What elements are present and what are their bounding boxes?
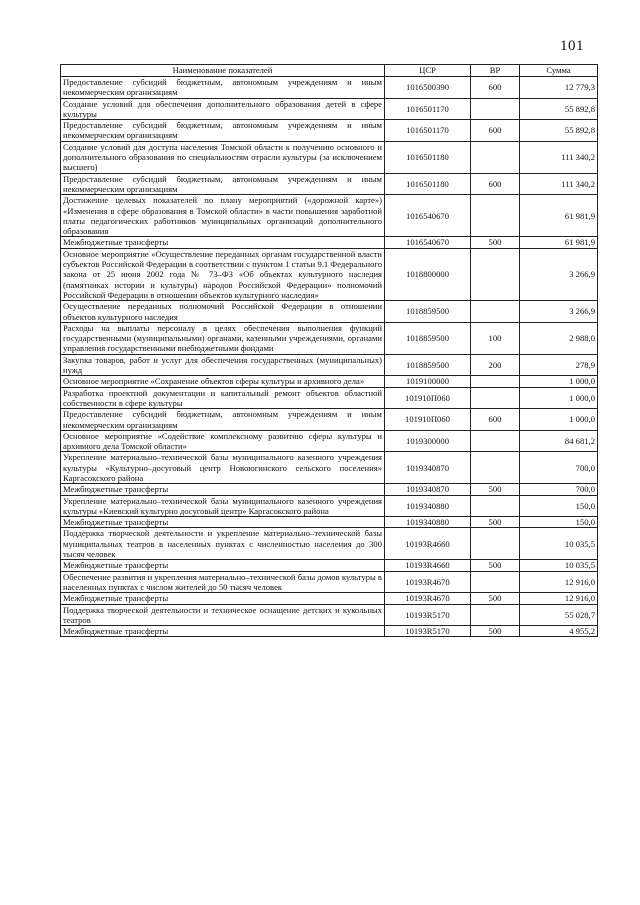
- cell-vr: [471, 604, 520, 626]
- cell-csr: 1016501170: [385, 120, 471, 142]
- cell-vr: [471, 301, 520, 323]
- cell-name: Поддержка творческой деятельности и техническое оснащение детских и кукольных театров: [61, 604, 385, 626]
- cell-sum: 55 892,8: [520, 98, 598, 120]
- table-body: [61, 77, 598, 637]
- cell-csr: 1018859500: [385, 301, 471, 323]
- cell-sum: 111 340,2: [520, 141, 598, 173]
- cell-name: Создание условий для доступа населения Томской области к получению основного и дополнительного образования по специальностям отрасли культуры (за исключением высшего): [61, 141, 385, 173]
- cell-vr: [471, 495, 520, 517]
- cell-name: Разработка проектной документации и капитальный ремонт объектов областной собственности в сфере культуры: [61, 387, 385, 409]
- cell-name: Предоставление субсидий бюджетным, автономным учреждениям и иным некоммерческим организациям: [61, 173, 385, 195]
- table-row: [61, 77, 598, 99]
- cell-vr: 500: [471, 237, 520, 248]
- cell-name: Основное мероприятие «Сохранение объектов сферы культуры и архивного дела»: [61, 376, 385, 387]
- cell-sum: 150,0: [520, 495, 598, 517]
- cell-sum: 3 266,9: [520, 248, 598, 300]
- table-row: [61, 626, 598, 637]
- cell-name: Создание условий для обеспечения дополнительного образования детей в сфере культуры: [61, 98, 385, 120]
- table-row: [61, 173, 598, 195]
- cell-name: Основное мероприятие «Содействие комплексному развитию сферы культуры и архивного дела Томской области»: [61, 430, 385, 452]
- table-row: [61, 354, 598, 376]
- cell-sum: 150,0: [520, 517, 598, 528]
- table-row: [61, 571, 598, 593]
- cell-sum: 12 916,0: [520, 571, 598, 593]
- table-row: [61, 322, 598, 354]
- table-row: [61, 517, 598, 528]
- cell-name: Поддержка творческой деятельности и укрепление материально–технической базы муниципальных театров в населенных пунктах с численностью населения до 300 тысяч человек: [61, 528, 385, 560]
- cell-csr: 1016501180: [385, 173, 471, 195]
- cell-sum: 700,0: [520, 452, 598, 484]
- cell-csr: 1019340870: [385, 484, 471, 495]
- table-row: [61, 387, 598, 409]
- cell-csr: 1019340880: [385, 495, 471, 517]
- cell-sum: 84 681,2: [520, 430, 598, 452]
- cell-name: Предоставление субсидий бюджетным, автономным учреждениям и иным некоммерческим организациям: [61, 77, 385, 99]
- cell-vr: 500: [471, 484, 520, 495]
- cell-vr: [471, 452, 520, 484]
- cell-sum: 2 988,0: [520, 322, 598, 354]
- cell-vr: [471, 248, 520, 300]
- cell-csr: 10193R4660: [385, 560, 471, 571]
- table-row: [61, 528, 598, 560]
- cell-vr: 600: [471, 77, 520, 99]
- cell-vr: [471, 430, 520, 452]
- table-row: [61, 120, 598, 142]
- cell-sum: 61 981,9: [520, 195, 598, 237]
- table-row: [61, 604, 598, 626]
- cell-name: Предоставление субсидий бюджетным, автономным учреждениям и иным некоммерческим организациям: [61, 120, 385, 142]
- cell-vr: [471, 376, 520, 387]
- table-row: [61, 593, 598, 604]
- cell-name: Межбюджетные трансферты: [61, 237, 385, 248]
- cell-name: Межбюджетные трансферты: [61, 517, 385, 528]
- cell-csr: 1016540670: [385, 195, 471, 237]
- cell-csr: 1018859500: [385, 354, 471, 376]
- cell-vr: [471, 195, 520, 237]
- cell-csr: 10193R4660: [385, 528, 471, 560]
- cell-csr: 10193R4670: [385, 571, 471, 593]
- cell-csr: 10193R5170: [385, 626, 471, 637]
- cell-vr: 100: [471, 322, 520, 354]
- cell-name: Межбюджетные трансферты: [61, 484, 385, 495]
- cell-csr: 1019300000: [385, 430, 471, 452]
- table-row: [61, 409, 598, 431]
- table-row: [61, 98, 598, 120]
- cell-sum: 55 028,7: [520, 604, 598, 626]
- cell-csr: 101910П060: [385, 387, 471, 409]
- table-row: [61, 484, 598, 495]
- cell-vr: 200: [471, 354, 520, 376]
- table-row: [61, 560, 598, 571]
- cell-name: Укрепление материально–технической базы муниципального казенного учреждения культуры «Киевский культурно досуговый центр» Каргасокского района: [61, 495, 385, 517]
- table-row: [61, 248, 598, 300]
- cell-sum: 12 779,3: [520, 77, 598, 99]
- cell-sum: 55 892,8: [520, 120, 598, 142]
- cell-sum: 61 981,9: [520, 237, 598, 248]
- table-row: [61, 195, 598, 237]
- cell-vr: [471, 98, 520, 120]
- cell-name: Укрепление материально–технической базы муниципального казенного учреждения культуры «Культурно–досуговый центр Новоюгинского сельского поселения» Каргасокского района: [61, 452, 385, 484]
- cell-sum: 12 916,0: [520, 593, 598, 604]
- cell-vr: 600: [471, 120, 520, 142]
- cell-csr: 1018800000: [385, 248, 471, 300]
- cell-vr: 600: [471, 173, 520, 195]
- table-row: [61, 301, 598, 323]
- cell-name: Межбюджетные трансферты: [61, 626, 385, 637]
- cell-vr: [471, 387, 520, 409]
- cell-vr: 500: [471, 593, 520, 604]
- cell-name: Межбюджетные трансферты: [61, 593, 385, 604]
- cell-name: Осуществление переданных полномочий Российской Федерации в отношении объектов культурного наследия: [61, 301, 385, 323]
- cell-vr: [471, 571, 520, 593]
- cell-name: Достижение целевых показателей по плану мероприятий («дорожной карте») «Изменения в сфере образования в Томской области» в части повышения заработной платы педагогических работников муниципальных организаций дополнительного образования: [61, 195, 385, 237]
- table-row: [61, 141, 598, 173]
- cell-sum: 3 266,9: [520, 301, 598, 323]
- cell-vr: 500: [471, 517, 520, 528]
- header-vr: ВР: [471, 65, 520, 77]
- cell-sum: 1 000,0: [520, 409, 598, 431]
- table-row: [61, 376, 598, 387]
- table-row: [61, 430, 598, 452]
- cell-name: Предоставление субсидий бюджетным, автономным учреждениям и иным некоммерческим организациям: [61, 409, 385, 431]
- cell-sum: 1 000,0: [520, 376, 598, 387]
- header-sum: Сумма: [520, 65, 598, 77]
- cell-csr: 10193R4670: [385, 593, 471, 604]
- cell-vr: [471, 528, 520, 560]
- cell-vr: 500: [471, 560, 520, 571]
- cell-csr: 1016501180: [385, 141, 471, 173]
- cell-sum: 700,0: [520, 484, 598, 495]
- cell-sum: 111 340,2: [520, 173, 598, 195]
- cell-name: Основное мероприятие «Осуществление переданных органам государственной власти субъектов Российской Федерации в соответствии с пунктом 1 статьи 9.1 Федерального закона от 25 июня 2002 года № 73–ФЗ «Об объектах культурного наследия (памятниках истории и культуры) народов Российской Федерации» полномочий Российской Федерации в отношении объектов культурного наследия»: [61, 248, 385, 300]
- cell-csr: 1019340880: [385, 517, 471, 528]
- cell-name: Расходы на выплаты персоналу в целях обеспечения выполнения функций государственными (муниципальными) органами, казенными учреждениями, органами управления государственными внебюджетными фондами: [61, 322, 385, 354]
- cell-csr: 1018859500: [385, 322, 471, 354]
- table-header-row: [61, 65, 598, 77]
- cell-sum: 10 035,5: [520, 528, 598, 560]
- cell-csr: 1016500390: [385, 77, 471, 99]
- table-row: [61, 452, 598, 484]
- cell-name: Обеспечение развития и укрепления материально–технической базы домов культуры в населенных пунктах с числом жителей до 50 тысяч человек: [61, 571, 385, 593]
- cell-name: Закупка товаров, работ и услуг для обеспечения государственных (муниципальных) нужд: [61, 354, 385, 376]
- page-number: 101: [560, 38, 584, 54]
- cell-csr: 10193R5170: [385, 604, 471, 626]
- cell-sum: 10 035,5: [520, 560, 598, 571]
- header-name: Наименование показателей: [61, 65, 385, 77]
- cell-csr: 101910П060: [385, 409, 471, 431]
- header-csr: ЦСР: [385, 65, 471, 77]
- cell-sum: 1 000,0: [520, 387, 598, 409]
- cell-vr: [471, 141, 520, 173]
- budget-table: [60, 64, 598, 637]
- cell-vr: 500: [471, 626, 520, 637]
- cell-name: Межбюджетные трансферты: [61, 560, 385, 571]
- table-row: [61, 495, 598, 517]
- cell-csr: 1016540670: [385, 237, 471, 248]
- cell-sum: 4 955,2: [520, 626, 598, 637]
- cell-csr: 1019340870: [385, 452, 471, 484]
- cell-csr: 1016501170: [385, 98, 471, 120]
- cell-csr: 1019100000: [385, 376, 471, 387]
- cell-vr: 600: [471, 409, 520, 431]
- table-row: [61, 237, 598, 248]
- cell-sum: 278,9: [520, 354, 598, 376]
